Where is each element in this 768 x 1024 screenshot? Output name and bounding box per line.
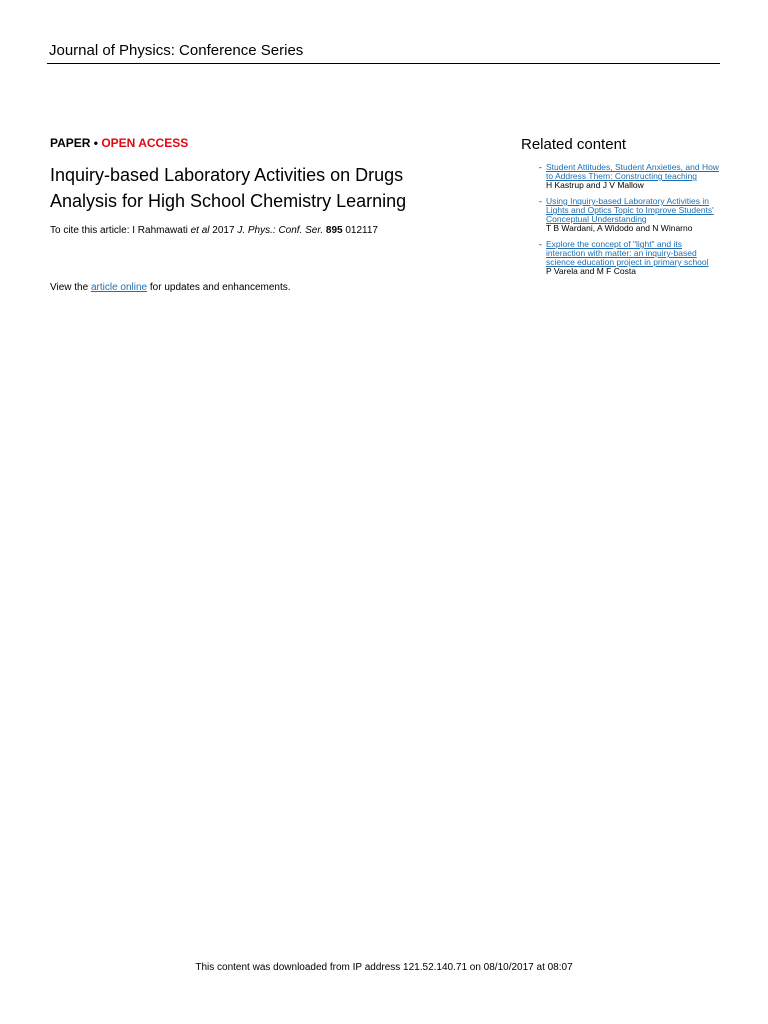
related-item-title-link[interactable]: Student Attitudes, Student Anxieties, and How to Address Them: Constructing teaching bbox=[546, 162, 719, 181]
citation-prefix: To cite this article: I Rahmawati bbox=[50, 225, 191, 236]
related-item-authors: T B Wardani, A Widodo and N Winarno bbox=[546, 223, 693, 233]
paper-type-label bbox=[50, 136, 188, 150]
citation-volume: 895 bbox=[325, 225, 343, 236]
article-online-link[interactable]: article online bbox=[90, 282, 148, 293]
related-item bbox=[521, 163, 721, 190]
related-item bbox=[521, 240, 721, 276]
article-title-line-2: Analysis for High School Chemistry Learning bbox=[50, 191, 407, 211]
download-footer-note: This content was downloaded from IP address 121.52.140.71 on 08/10/2017 at 08:07 bbox=[195, 962, 573, 973]
list-bullet: - bbox=[539, 239, 542, 249]
related-item-title-link[interactable]: Explore the concept of "light" and its interaction with matter: an inquiry-based science education project in primary school bbox=[546, 239, 709, 267]
paper-label: PAPER bbox=[50, 136, 91, 150]
related-item-authors: H Kastrup and J V Mallow bbox=[546, 180, 644, 190]
related-item-title-link[interactable]: Using Inquiry-based Laboratory Activities in Lights and Optics Topic to Improve Students' Conceptual Understanding bbox=[546, 196, 714, 224]
citation-journal: J. Phys.: Conf. Ser. bbox=[237, 225, 324, 236]
citation-article-number: 012117 bbox=[342, 225, 378, 236]
list-bullet: - bbox=[539, 162, 542, 172]
header-divider bbox=[47, 63, 720, 64]
related-item-authors: P Varela and M F Costa bbox=[546, 266, 636, 276]
view-online-line: View the article online for updates and enhancements. bbox=[50, 282, 291, 293]
article-title bbox=[50, 162, 490, 214]
citation-etal: et al bbox=[190, 225, 210, 236]
open-access-label: OPEN ACCESS bbox=[101, 136, 189, 150]
related-content-panel bbox=[521, 136, 721, 283]
citation-line bbox=[50, 225, 378, 237]
journal-name: Journal of Physics: Conference Series bbox=[49, 42, 304, 59]
related-item bbox=[521, 197, 721, 233]
article-title-line-1: Inquiry-based Laboratory Activities on Drugs bbox=[50, 165, 404, 185]
list-bullet: - bbox=[539, 196, 542, 206]
tag-separator: • bbox=[90, 136, 102, 150]
related-content-heading: Related content bbox=[521, 136, 627, 153]
related-content-list bbox=[521, 163, 721, 276]
citation-year: 2017 bbox=[209, 225, 238, 236]
